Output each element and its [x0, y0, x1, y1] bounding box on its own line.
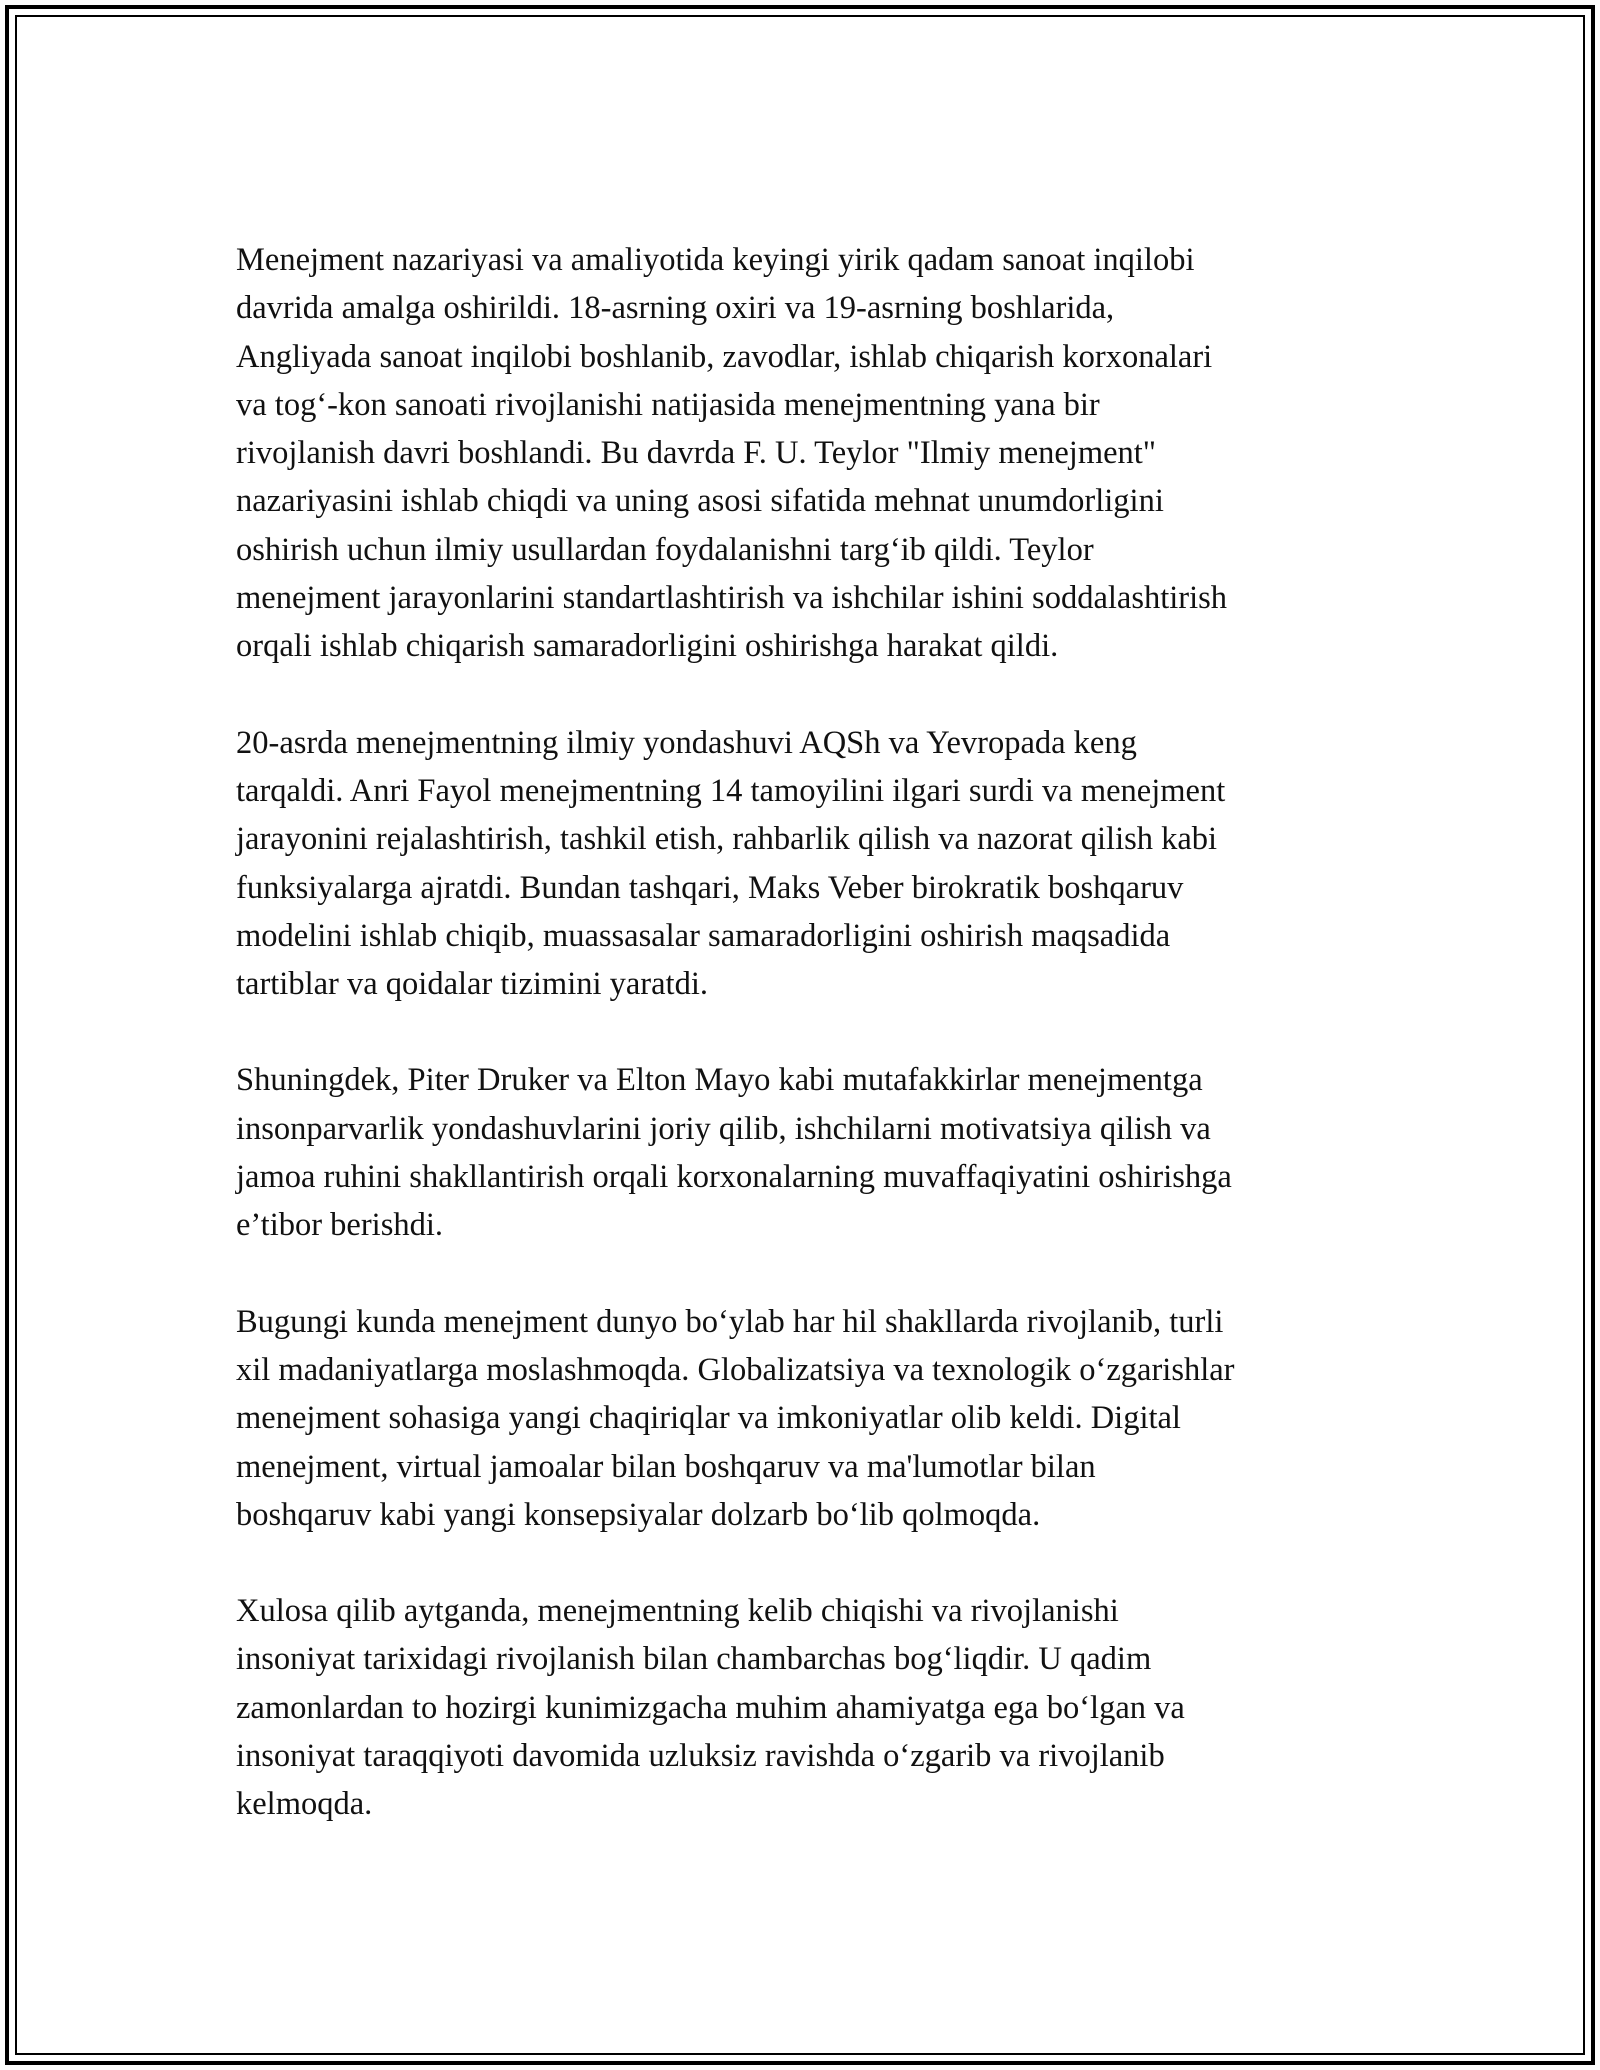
text-line: Bugungi kunda menejment dunyo bo‘ylab har hil shakllarda rivojlanib, turli	[236, 1303, 1224, 1340]
text-line: jarayonini rejalashtirish, tashkil etish, rahbarlik qilish va nazorat qilish kabi	[236, 821, 1218, 858]
text-line: oshirish uchun ilmiy usullardan foydalanishni targ‘ib qildi. Teylor	[236, 531, 1094, 568]
text-line: 20-asrda menejmentning ilmiy yondashuvi AQSh va Yevropada keng	[236, 724, 1137, 761]
text-line: Menejment nazariyasi va amaliyotida keyingi yirik qadam sanoat inqilobi	[236, 242, 1195, 278]
text-line: tartiblar va qoidalar tizimini yaratdi.	[236, 966, 708, 1003]
text-line: modelini ishlab chiqib, muassasalar samaradorligini oshirish maqsadida	[236, 917, 1171, 954]
text-line: kelmoqda.	[236, 1786, 373, 1823]
text-line: insonparvarlik yondashuvlarini joriy qilib, ishchilarni motivatsiya qilish va	[236, 1110, 1211, 1147]
paragraph-conclusion	[236, 1587, 1376, 1828]
text-line: jamoa ruhini shakllantirish orqali korxonalarning muvaffaqiyatini oshirishga	[236, 1159, 1232, 1196]
text-line: boshqaruv kabi yangi konsepsiyalar dolzarb bo‘lib qolmoqda.	[236, 1496, 1041, 1533]
text-line: insoniyat taraqqiyoti davomida uzluksiz ravishda o‘zgarib va rivojlanib	[236, 1738, 1165, 1775]
text-line: e’tibor berishdi.	[236, 1207, 443, 1244]
text-line: insoniyat tarixidagi rivojlanish bilan chambarchas bog‘liqdir. U qadim	[236, 1641, 1152, 1678]
text-line: va tog‘-kon sanoati rivojlanishi natijasida menejmentning yana bir	[236, 386, 1100, 423]
text-line: davrida amalga oshirildi. 18-asrning oxiri va 19-asrning boshlarida,	[236, 290, 1115, 327]
text-line: Angliyada sanoat inqilobi boshlanib, zavodlar, ishlab chiqarish korxonalari	[236, 338, 1213, 375]
text-line: rivojlanish davri boshlandi. Bu davrda F. U. Teylor "Ilmiy menejment"	[236, 435, 1157, 472]
text-line: orqali ishlab chiqarish samaradorligini oshirishga harakat qildi.	[236, 628, 1059, 665]
text-line: Shuningdek, Piter Druker va Elton Mayo kabi mutafakkirlar menejmentga	[236, 1062, 1203, 1099]
text-line: menejment jarayonlarini standartlashtirish va ishchilar ishini soddalashtirish	[236, 580, 1228, 617]
paragraph-modern-management	[236, 1298, 1376, 1539]
paragraph-humanistic-approach	[236, 1056, 1376, 1249]
paragraph-industrial-revolution	[236, 236, 1376, 671]
text-line: menejment sohasiga yangi chaqiriqlar va imkoniyatlar olib keldi. Digital	[236, 1400, 1181, 1437]
text-line: Xulosa qilib aytganda, menejmentning kelib chiqishi va rivojlanishi	[236, 1593, 1119, 1630]
paragraph-20th-century	[236, 719, 1376, 1009]
text-line: nazariyasini ishlab chiqdi va uning asosi sifatida mehnat unumdorligini	[236, 483, 1164, 520]
page-content	[236, 236, 1376, 1877]
text-line: zamonlardan to hozirgi kunimizgacha muhim ahamiyatga ega bo‘lgan va	[236, 1689, 1185, 1726]
text-line: tarqaldi. Anri Fayol menejmentning 14 tamoyilini ilgari surdi va menejment	[236, 772, 1226, 809]
text-line: xil madaniyatlarga moslashmoqda. Globalizatsiya va texnologik o‘zgarishlar	[236, 1351, 1235, 1388]
text-line: menejment, virtual jamoalar bilan boshqaruv va ma'lumotlar bilan	[236, 1448, 1096, 1485]
text-line: funksiyalarga ajratdi. Bundan tashqari, Maks Veber birokratik boshqaruv	[236, 869, 1184, 906]
